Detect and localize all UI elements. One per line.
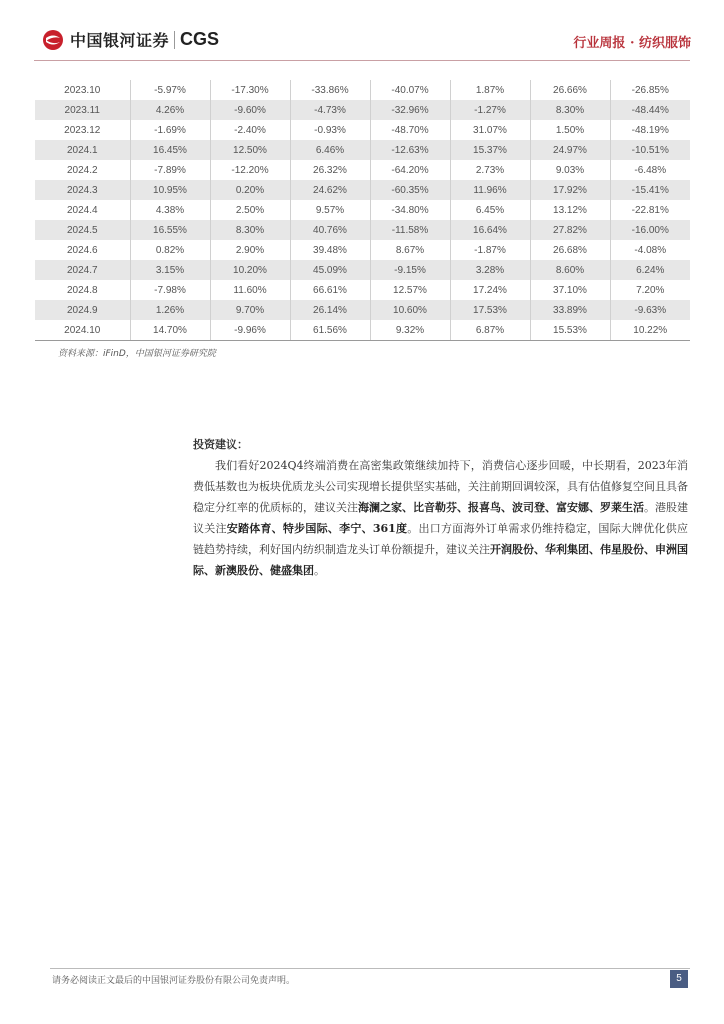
table-cell-value: 11.96% xyxy=(450,180,530,200)
advice-heading: 投资建议： xyxy=(193,438,248,451)
table-cell-value: -26.85% xyxy=(610,80,690,100)
table-row xyxy=(35,160,690,180)
table-row xyxy=(35,120,690,140)
table-cell-period: 2024.1 xyxy=(35,140,130,160)
table-row xyxy=(35,180,690,200)
table-cell-value: 0.20% xyxy=(210,180,290,200)
company-logo xyxy=(42,28,219,51)
recommended-companies: 开润股份、华利集团、伟星股份、申洲国际、新澳股份、健盛集团 xyxy=(193,543,688,577)
table-row xyxy=(35,260,690,280)
table-cell-value: -12.63% xyxy=(370,140,450,160)
table-cell-value: 17.24% xyxy=(450,280,530,300)
recommended-companies: 海澜之家、比音勒芬、报喜鸟、波司登、富安娜、罗莱生活 xyxy=(358,501,644,514)
table-cell-value: 40.76% xyxy=(290,220,370,240)
table-cell-value: 10.95% xyxy=(130,180,210,200)
report-type-label: 行业周报 · 纺织服饰 xyxy=(573,36,691,51)
table-cell-value: -9.60% xyxy=(210,100,290,120)
table-cell-value: -32.96% xyxy=(370,100,450,120)
table-cell-value: 37.10% xyxy=(530,280,610,300)
footer-divider xyxy=(50,968,690,969)
table-cell-value: 39.48% xyxy=(290,240,370,260)
table-cell-value: 61.56% xyxy=(290,320,370,341)
table-cell-value: 26.32% xyxy=(290,160,370,180)
table-cell-value: 1.50% xyxy=(530,120,610,140)
table-cell-value: 15.53% xyxy=(530,320,610,341)
advice-text: 。港股建议关注 xyxy=(193,501,688,535)
table-cell-value: -0.93% xyxy=(290,120,370,140)
table-cell-value: -48.44% xyxy=(610,100,690,120)
table-cell-value: 12.57% xyxy=(370,280,450,300)
page-header xyxy=(0,0,724,62)
table-cell-value: 10.60% xyxy=(370,300,450,320)
table-cell-value: 4.26% xyxy=(130,100,210,120)
table-cell-value: -7.89% xyxy=(130,160,210,180)
table-cell-value: 8.30% xyxy=(530,100,610,120)
table-cell-value: 9.57% xyxy=(290,200,370,220)
table-cell-value: -1.69% xyxy=(130,120,210,140)
table-cell-value: 2.90% xyxy=(210,240,290,260)
table-row xyxy=(35,140,690,160)
table-cell-period: 2024.5 xyxy=(35,220,130,240)
table-cell-value: 1.87% xyxy=(450,80,530,100)
table-cell-value: -9.15% xyxy=(370,260,450,280)
table-cell-value: 10.20% xyxy=(210,260,290,280)
table-cell-value: 16.64% xyxy=(450,220,530,240)
table-cell-value: 11.60% xyxy=(210,280,290,300)
table-cell-value: 7.20% xyxy=(610,280,690,300)
table-cell-period: 2024.7 xyxy=(35,260,130,280)
table-cell-value: -7.98% xyxy=(130,280,210,300)
recommended-companies: 安踏体育、特步国际、李宁、361度 xyxy=(226,522,408,535)
table-cell-value: 0.82% xyxy=(130,240,210,260)
table-cell-value: 9.70% xyxy=(210,300,290,320)
table-cell-value: 17.92% xyxy=(530,180,610,200)
table-cell-value: 24.62% xyxy=(290,180,370,200)
table-cell-value: -40.07% xyxy=(370,80,450,100)
table-cell-value: -60.35% xyxy=(370,180,450,200)
table-cell-value: -48.19% xyxy=(610,120,690,140)
table-row xyxy=(35,320,690,341)
table-cell-period: 2023.10 xyxy=(35,80,130,100)
table-cell-value: 14.70% xyxy=(130,320,210,341)
table-cell-value: 9.03% xyxy=(530,160,610,180)
table-cell-value: -16.00% xyxy=(610,220,690,240)
table-cell-value: -4.73% xyxy=(290,100,370,120)
table-cell-period: 2024.4 xyxy=(35,200,130,220)
logo-english-name: CGS xyxy=(180,29,220,49)
table-cell-value: -11.58% xyxy=(370,220,450,240)
table-cell-value: 1.26% xyxy=(130,300,210,320)
advice-text: 我们看好2024Q4终端消费在高密集政策继续加持下，消费信心逐步回暖，中长期看，2023年消费低基数也为板块优质龙头公司实现增长提供坚实基础，关注前期回调较深，具有估值修复空间且具备稳定分红率的优质标的，建议关注 xyxy=(193,459,688,514)
table-cell-period: 2024.10 xyxy=(35,320,130,341)
table-row xyxy=(35,240,690,260)
header-divider xyxy=(34,60,690,61)
table-cell-value: -6.48% xyxy=(610,160,690,180)
table-cell-value: 24.97% xyxy=(530,140,610,160)
table-source-note: 资料来源：iFinD，中国银河证券研究院 xyxy=(58,349,216,359)
table-cell-value: 27.82% xyxy=(530,220,610,240)
table-cell-value: -9.63% xyxy=(610,300,690,320)
table-cell-value: -22.81% xyxy=(610,200,690,220)
table-cell-value: 17.53% xyxy=(450,300,530,320)
table-cell-value: -1.27% xyxy=(450,100,530,120)
cgs-logo-icon xyxy=(42,29,64,51)
table-cell-value: -4.08% xyxy=(610,240,690,260)
table-cell-value: 8.67% xyxy=(370,240,450,260)
table-cell-value: 31.07% xyxy=(450,120,530,140)
table-row xyxy=(35,220,690,240)
advice-text: 。 xyxy=(314,564,325,577)
table-cell-period: 2024.8 xyxy=(35,280,130,300)
table-row xyxy=(35,100,690,120)
advice-paragraph xyxy=(193,455,688,581)
table-cell-value: 6.24% xyxy=(610,260,690,280)
table-row xyxy=(35,300,690,320)
table-cell-value: -34.80% xyxy=(370,200,450,220)
table-cell-value: 16.45% xyxy=(130,140,210,160)
table-cell-value: -64.20% xyxy=(370,160,450,180)
table-cell-value: -33.86% xyxy=(290,80,370,100)
table-cell-period: 2024.6 xyxy=(35,240,130,260)
table-cell-value: 3.28% xyxy=(450,260,530,280)
table-cell-period: 2023.12 xyxy=(35,120,130,140)
disclaimer-text: 请务必阅读正文最后的中国银河证券股份有限公司免责声明。 xyxy=(52,976,296,986)
logo-chinese-name: 中国银河证券 xyxy=(70,31,170,50)
data-table-container xyxy=(35,80,690,341)
table-cell-value: 6.45% xyxy=(450,200,530,220)
table-cell-value: 12.50% xyxy=(210,140,290,160)
table-cell-value: 4.38% xyxy=(130,200,210,220)
table-cell-value: 13.12% xyxy=(530,200,610,220)
table-cell-value: 6.87% xyxy=(450,320,530,341)
table-cell-value: 26.66% xyxy=(530,80,610,100)
table-cell-value: -10.51% xyxy=(610,140,690,160)
table-cell-value: -12.20% xyxy=(210,160,290,180)
table-cell-period: 2024.2 xyxy=(35,160,130,180)
table-cell-value: 26.14% xyxy=(290,300,370,320)
table-cell-value: 2.50% xyxy=(210,200,290,220)
table-cell-value: -1.87% xyxy=(450,240,530,260)
table-row xyxy=(35,80,690,100)
monthly-growth-table xyxy=(35,80,690,341)
table-cell-value: -15.41% xyxy=(610,180,690,200)
table-row xyxy=(35,280,690,300)
investment-advice-section xyxy=(193,434,688,581)
table-cell-value: 8.30% xyxy=(210,220,290,240)
table-cell-value: -2.40% xyxy=(210,120,290,140)
table-cell-value: 8.60% xyxy=(530,260,610,280)
table-cell-value: 2.73% xyxy=(450,160,530,180)
table-cell-value: -9.96% xyxy=(210,320,290,341)
advice-text: 。出口方面海外订单需求仍维持稳定，国际大牌优化供应链趋势持续，利好国内纺织制造龙头订单份额提升，建议关注 xyxy=(193,522,688,556)
table-cell-value: 3.15% xyxy=(130,260,210,280)
table-cell-value: 45.09% xyxy=(290,260,370,280)
table-cell-value: 16.55% xyxy=(130,220,210,240)
table-cell-value: -17.30% xyxy=(210,80,290,100)
table-cell-period: 2024.9 xyxy=(35,300,130,320)
table-cell-value: 10.22% xyxy=(610,320,690,341)
table-cell-value: 9.32% xyxy=(370,320,450,341)
table-cell-value: 33.89% xyxy=(530,300,610,320)
table-cell-value: 15.37% xyxy=(450,140,530,160)
table-body xyxy=(35,80,690,341)
table-cell-value: 6.46% xyxy=(290,140,370,160)
table-cell-period: 2024.3 xyxy=(35,180,130,200)
table-row xyxy=(35,200,690,220)
table-cell-value: 66.61% xyxy=(290,280,370,300)
table-cell-value: 26.68% xyxy=(530,240,610,260)
logo-divider xyxy=(174,31,175,49)
table-cell-value: -5.97% xyxy=(130,80,210,100)
page-number-badge: 5 xyxy=(670,970,688,988)
table-cell-value: -48.70% xyxy=(370,120,450,140)
table-cell-period: 2023.11 xyxy=(35,100,130,120)
